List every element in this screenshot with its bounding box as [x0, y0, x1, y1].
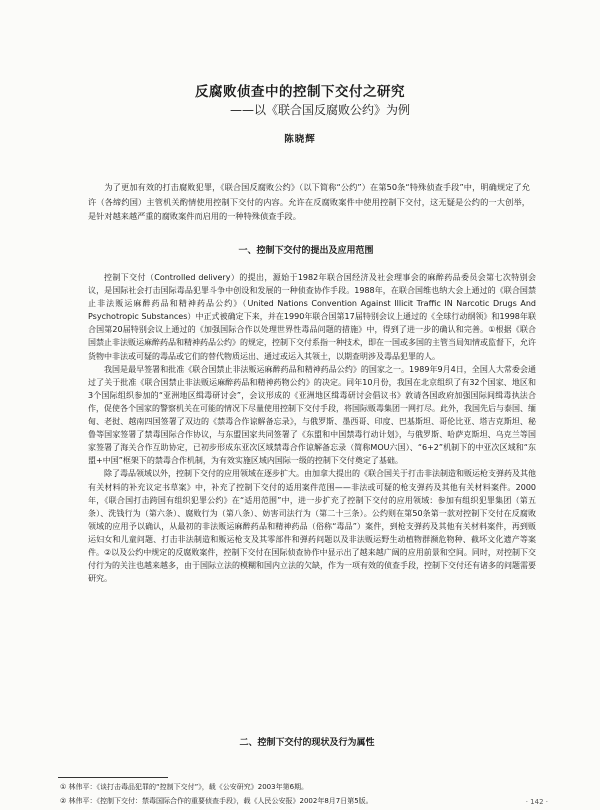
body-paragraph: 除了毒品领域以外，控制下交付的应用领域在逐步扩大。由加拿大提出的《联合国关于打击非法制造和贩运枪支弹药及其他有关材料的补充议定书草案》中，补充了控制下交付的适用案件范围——非法或可疑的枪支弹药及其他有关材料案件。2000年，《联合国打击跨国有组织犯罪公约》在“适用范围”中，进一步扩充了控制下交付的应用领域：参加有组织犯罪集团（第五条）、洗钱行为（第六条）、腐败行为（第八条）、妨害司法行为（第二十三条）。公约则在第50条第一款对控制下交付在反腐败领域的应用予以确认，从最初的非法贩运麻醉药品和精神药品（俗称“毒品”）案件，到枪支弹药及其他有关材料案件，再到贩运妇女和儿童问题、打击非法制造和贩运枪支及其零部件和弹药问题以及非法贩运野生动植物群濒危物种、截坏文化遗产等案件。②以及公约中规定的反腐败案件，控制下交付在国际侦查协作中显示出了越来越广阔的应用前景和空间。同时，对控制下交付行为的关注也越来越多，由于国际立法的模糊和国内立法的欠缺，作为一项有效的侦查手段，控制下交付还有诸多的问题需要研究。 — [88, 469, 536, 584]
paper-title: 反腐败侦查中的控制下交付之研究 — [195, 84, 405, 100]
author-name: 陈晓辉 — [284, 134, 316, 145]
abstract-paragraph: 为了更加有效的打击腐败犯罪，《联合国反腐败公约》（以下简称“公约”）在第50条“特殊侦查手段”中，明确规定了允许（各缔约国）主管机关酌情使用控制下交付的内容。允许在反腐败案件中使用控制下交付，这无疑是公约的一大创举，是针对越来越严重的腐败案件而启用的一种特殊侦查手段。 — [88, 182, 530, 221]
paper-subtitle: ——以《联合国反腐败公约》为例 — [229, 103, 410, 117]
footnote-1: ① 林伟平：《谈打击毒品犯罪的“控制下交付”》，载《公安研究》2003年第6期。 — [60, 783, 309, 791]
footnote-2: ② 林伟平：《控制下交付：禁毒国际合作的重要侦查手段》，载《人民公安报》2002年8月7日第5版。 — [60, 797, 373, 805]
section-heading-2: 二、控制下交付的现状及行为属性 — [239, 738, 375, 748]
body-paragraph: 我国是最早签署和批准《联合国禁止非法贩运麻醉药品和精神药品公约》的国家之一。1989年9月4日，全国人大常委会通过了关于批准《联合国禁止非法贩运麻醉药品和精神药物公约》的决定。同年10月份，我国在北京组织了有32个国家、地区和3个国际组织参加的“亚洲地区缉毒研讨会”，会议形成的《亚洲地区缉毒研讨会倡议书》敦请各国政府加强国际间缉毒执法合作，促使各个国家的警察机关在可能的情况下尽量使用控制下交付手段，将国际贩毒集团一网打尽。此外，我国先后与泰国、缅甸、老挝、越南四国签署了双边的《禁毒合作谅解备忘录》，与俄罗斯、墨西哥、印度、巴基斯坦、哥伦比亚、塔吉克斯坦、秘鲁等国家签署了禁毒国际合作协议，与东盟国家共同签署了《东盟和中国禁毒行动计划》，与俄罗斯、哈萨克斯坦、乌克兰等国家签署了海关合作互助协定，已初步形成东亚次区域禁毒合作谅解备忘录（简称MOU六国）、“6+2”机制下的中亚次区域和“东盟+中国”框架下的禁毒合作机制，为有效实施区域内国际一级的控制下交付奠定了基础。 — [88, 364, 536, 466]
section-heading-1: 一、控制下交付的提出及应用范围 — [238, 246, 374, 256]
footnote-divider — [58, 777, 168, 778]
body-text — [88, 271, 536, 585]
page-number: · 142 · — [525, 798, 548, 806]
body-paragraph: 控制下交付（Controlled delivery）的提出，源始于1982年联合国经济及社会理事会的麻醉药品委员会第七次特别会议，是国际社会打击国际毒品犯罪斗争中创设和发展的一种侦查协作手段。1988年，在联合国维也纳大会上通过的《联合国禁止非法贩运麻醉药品和精神药品公约》（United Nations Convention Against Illicit Traffic IN Narcotic Drugs And Psychotropic Substances）中正式被确定下来，并在1990年联合国第17届特别会议上通过的《全球行动纲领》和1998年联合国第20届特别会议上通过的《加强国际合作以处理世界性毒品问题的措施》中，得到了进一步的确认和完善。①根据《联合国禁止非法贩运麻醉药品和精神药品公约》的规定，控制下交付系指一种技术，即在一国或多国的主管当局知情或监督下，允许货物中非法或可疑的毒品或它们的替代物质运出、通过或运入其领土，以期查明涉及毒品犯罪的人。 — [88, 273, 536, 361]
